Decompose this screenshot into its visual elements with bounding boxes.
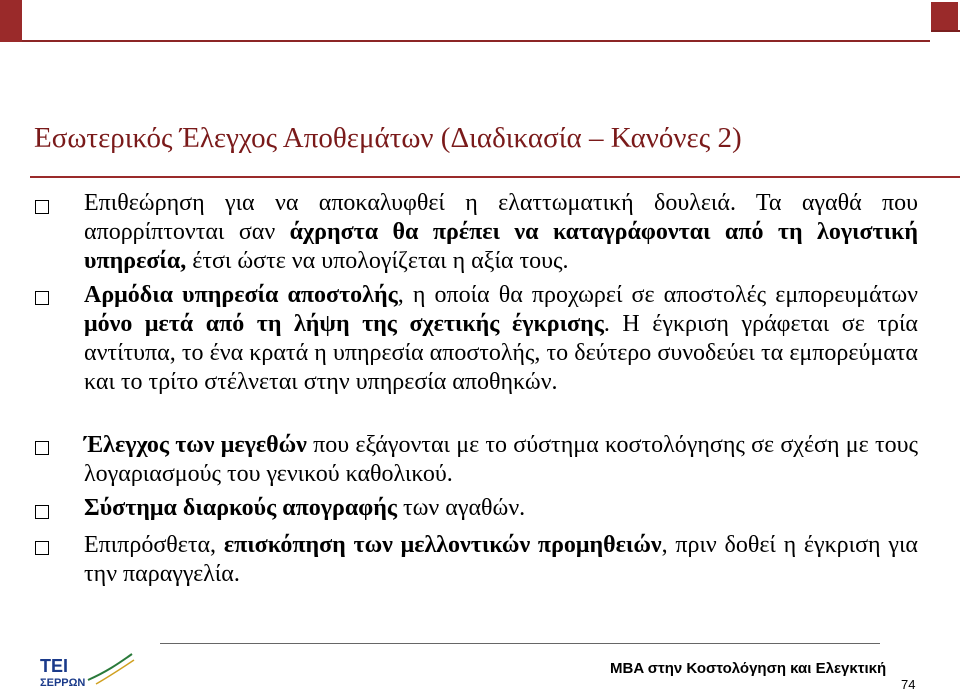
slide-title: Εσωτερικός Έλεγχος Αποθεμάτων (Διαδικασία – Κανόνες 2): [34, 122, 742, 154]
bullet-text-3: [84, 431, 918, 489]
text-segment: , πριν δοθεί η έγκριση για την παραγγελία.: [84, 532, 918, 587]
text-segment: , η οποία θα προχωρεί σε αποστολές εμπορευμάτων: [397, 282, 918, 308]
text-segment: που εξάγονται με το σύστημα κοστολόγησης σε σχέση με τους λογαριασμούς του γενικού καθολικού.: [84, 432, 918, 487]
bullet-text-1: [84, 189, 918, 276]
bullet-text-5: [84, 531, 918, 589]
bullet-marker-5: [35, 541, 49, 555]
bold-text-segment: άχρηστα θα πρέπει να καταγράφονται από τη λογιστική υπηρεσία,: [84, 219, 918, 274]
bold-text-segment: Αρμόδια υπηρεσία αποστολής: [84, 282, 398, 308]
header-square-rule: [931, 30, 960, 32]
header-accent-column: [0, 0, 22, 42]
text-segment: . Η έγκριση γράφεται σε τρία αντίτυπα, το ένα κρατά η υπηρεσία αποστολής, το δεύτερο συνοδεύει τα εμπορεύματα και το τρίτο στέλνεται στην υπηρεσία αποθηκών.: [84, 311, 918, 395]
page-number: 74: [901, 677, 916, 692]
svg-text:ΣΕΡΡΩΝ: ΣΕΡΡΩΝ: [40, 677, 86, 689]
bullet-marker-1: [35, 200, 49, 214]
course-name: MBA στην Κοστολόγηση και Ελεγκτική: [610, 660, 887, 677]
bullet-marker-4: [35, 505, 49, 519]
header-bar: [0, 0, 930, 42]
tei-serron-logo: [36, 650, 136, 690]
header-accent-square: [931, 2, 958, 30]
bullet-marker-2: [35, 291, 49, 305]
svg-text:TEI: TEI: [40, 656, 69, 676]
bullet-marker-3: [35, 441, 49, 455]
text-segment: Επιπρόσθετα,: [84, 532, 224, 558]
title-underline: [30, 176, 960, 178]
bold-text-segment: Έλεγχος των μεγεθών: [84, 432, 307, 458]
bullet-text-2: [84, 281, 918, 397]
bold-text-segment: Σύστημα διαρκούς απογραφής: [84, 495, 397, 521]
bold-text-segment: μόνο μετά από τη λήψη της σχετικής έγκρισης: [84, 311, 604, 337]
footer-rule: [160, 643, 880, 644]
text-segment: των αγαθών.: [396, 495, 526, 521]
header-rule: [22, 40, 930, 42]
text-segment: έτσι ώστε να υπολογίζεται η αξία τους.: [186, 248, 569, 274]
text-segment: Επιθεώρηση για να αποκαλυφθεί η ελαττωματική δουλειά. Τα αγαθά που απορρίπτονται σαν: [84, 190, 918, 245]
bold-text-segment: επισκόπηση των μελλοντικών προμηθειών: [223, 532, 662, 558]
bullet-text-4: [84, 494, 918, 523]
